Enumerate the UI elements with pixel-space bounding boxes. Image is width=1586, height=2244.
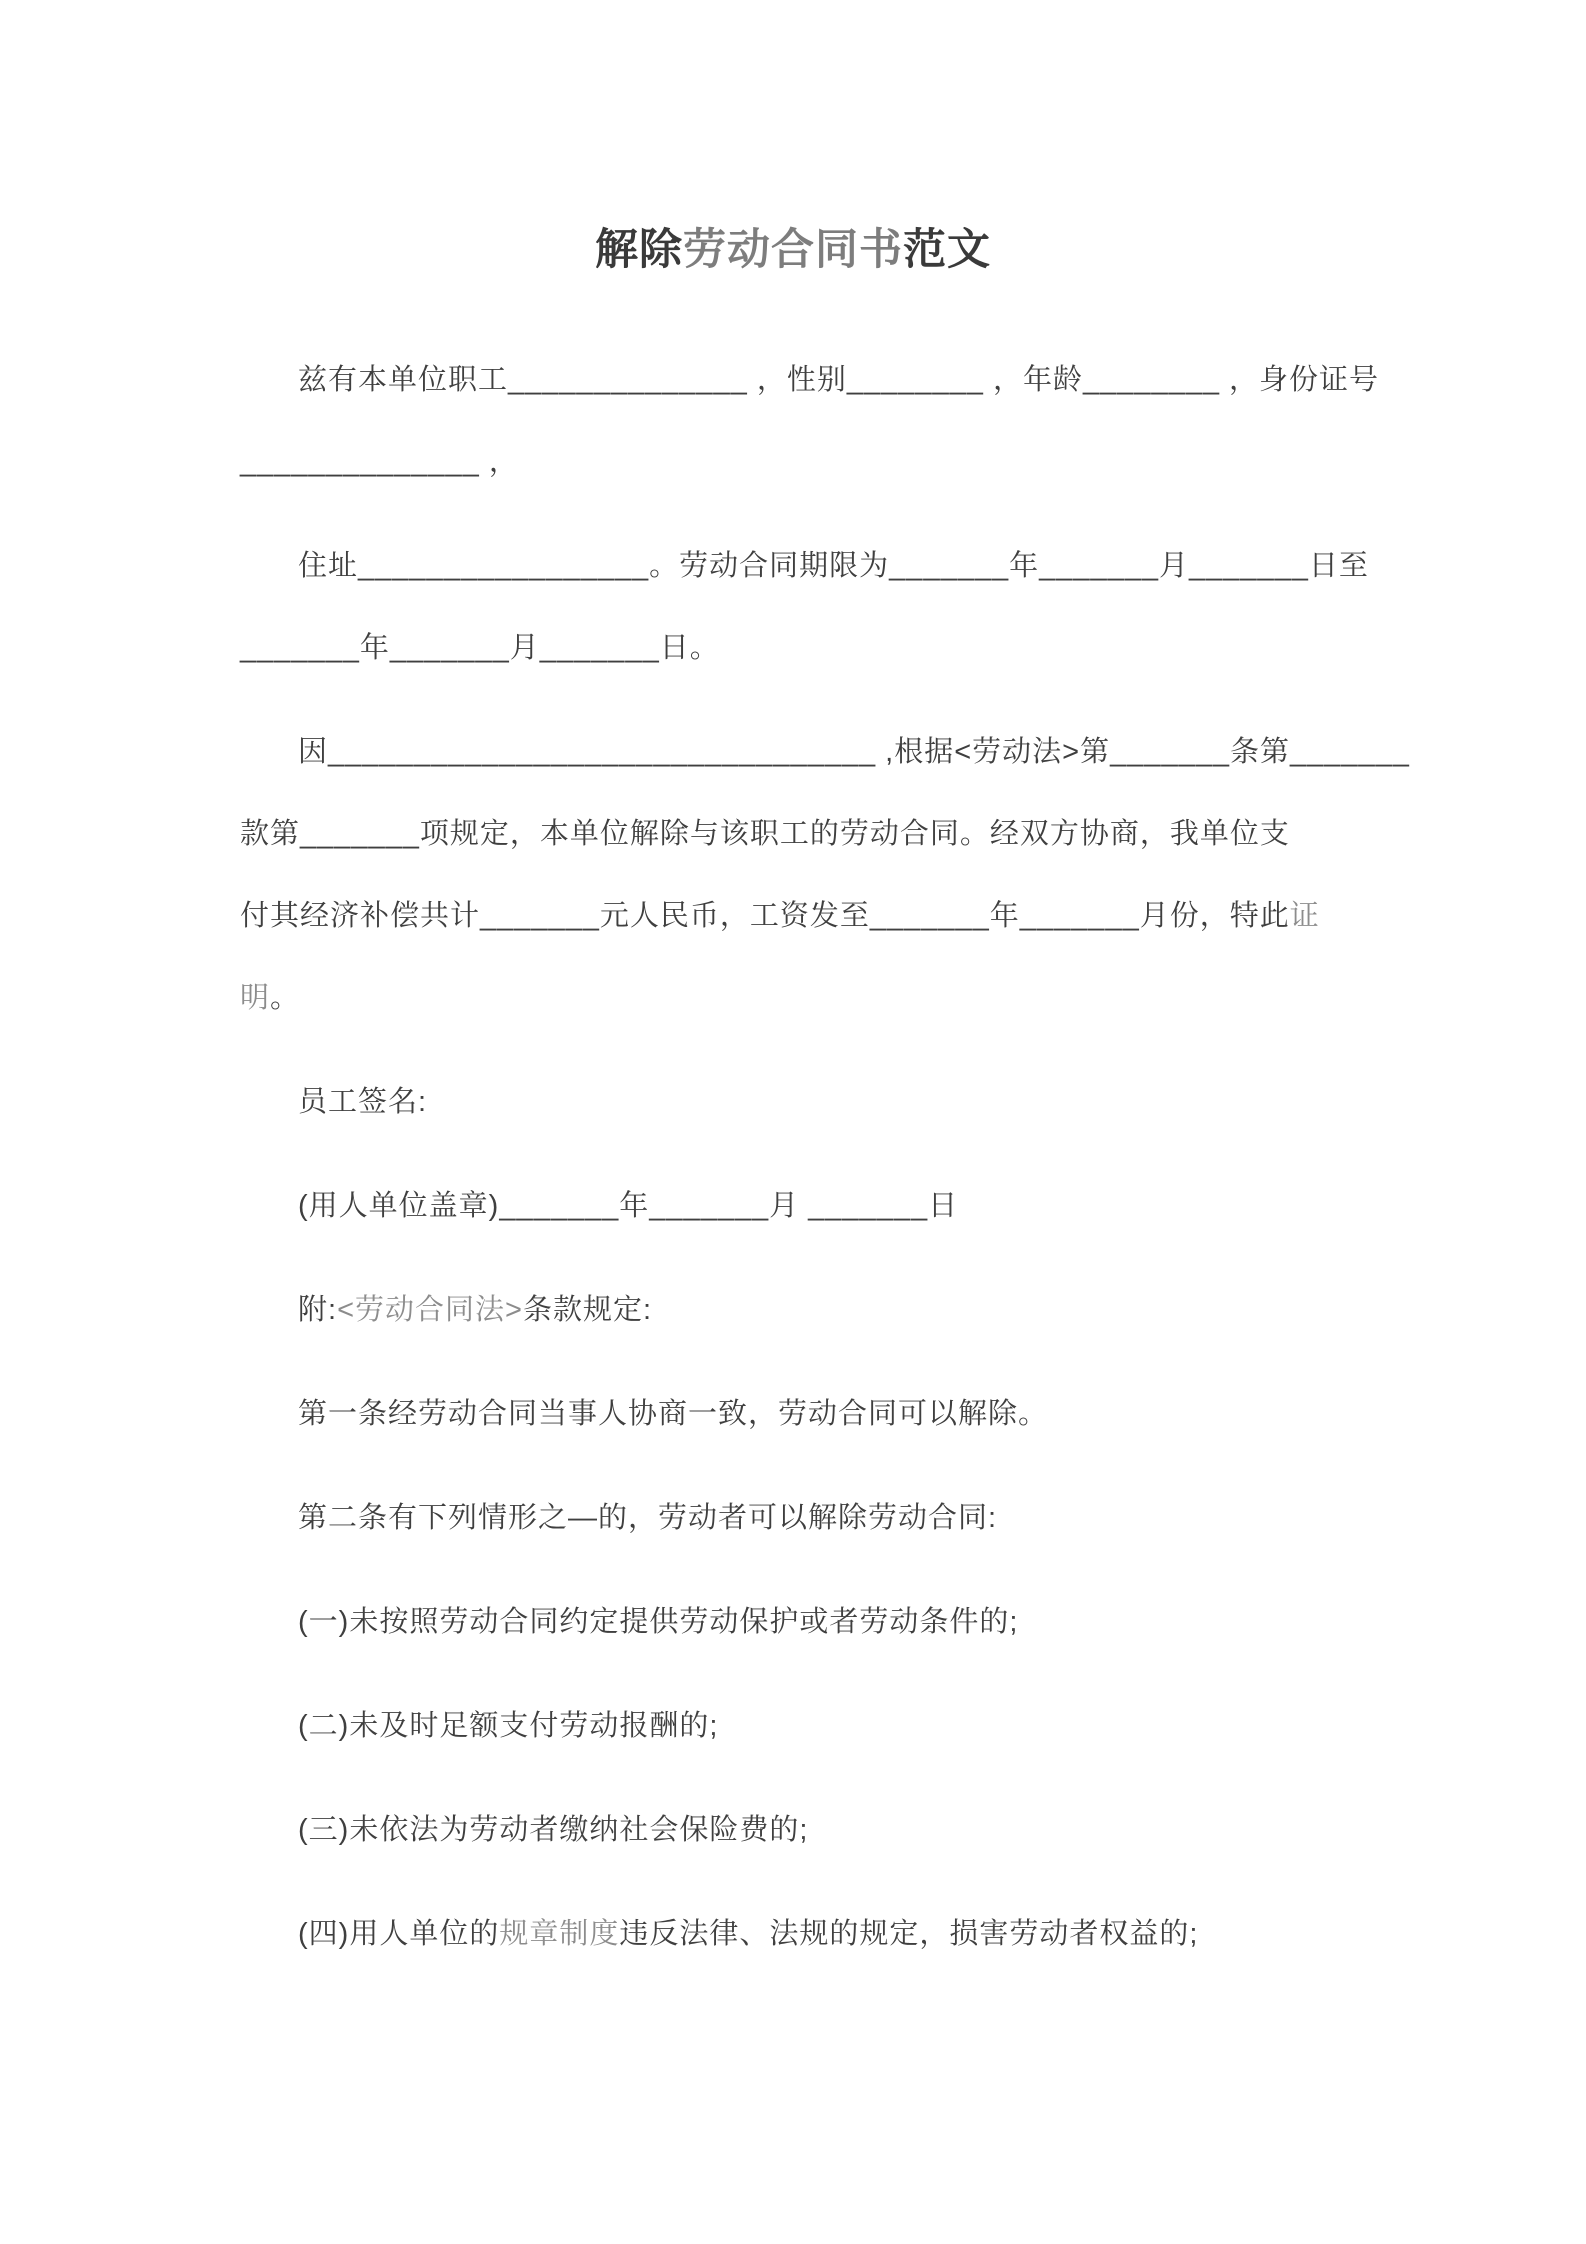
text-line xyxy=(240,339,1446,421)
text-line xyxy=(240,1165,1446,1247)
text-line xyxy=(240,525,1446,607)
text-segment: 第二条有下列情形之—的，劳动者可以解除劳动合同: xyxy=(298,1502,998,1534)
text-line xyxy=(240,875,1446,957)
text-segment: (用人单位盖章)_______年_______月 _______日 xyxy=(298,1190,959,1222)
text-segment: <劳动合同法> xyxy=(337,1294,523,1326)
text-segment: 。 xyxy=(270,982,301,1014)
paragraph xyxy=(240,339,1446,503)
paragraph xyxy=(240,1893,1446,1975)
paragraph xyxy=(240,1165,1446,1247)
text-line xyxy=(240,1685,1446,1767)
text-segment: 证 xyxy=(1289,900,1320,932)
text-segment: 明 xyxy=(240,982,271,1014)
document-body xyxy=(240,339,1446,1975)
title-segment: 解除 xyxy=(595,226,683,274)
title-segment: 劳动合同书 xyxy=(683,226,903,274)
text-segment: _______年_______月_______日。 xyxy=(240,632,720,664)
text-line xyxy=(240,1477,1446,1559)
text-line xyxy=(240,1893,1446,1975)
text-segment: 款第_______项规定，本单位解除与该职工的劳动合同。经双方协商，我单位支 xyxy=(240,818,1290,850)
paragraph xyxy=(240,1373,1446,1455)
paragraph xyxy=(240,711,1446,1039)
text-line xyxy=(240,1789,1446,1871)
text-line xyxy=(240,1581,1446,1663)
text-line xyxy=(240,957,1446,1039)
text-segment: 员工签名: xyxy=(298,1086,428,1118)
text-segment: ______________ ， xyxy=(240,446,519,478)
paragraph xyxy=(240,1789,1446,1871)
text-segment: (三)未依法为劳动者缴纳社会保险费的; xyxy=(298,1814,809,1846)
text-segment: (四)用人单位的 xyxy=(298,1918,500,1950)
text-segment: 兹有本单位职工______________ ，性别________ ，年龄________ ，身份证号 xyxy=(298,364,1380,396)
paragraph xyxy=(240,1685,1446,1767)
text-segment: 规章制度 xyxy=(499,1918,620,1950)
text-segment: 附: xyxy=(298,1294,338,1326)
text-line xyxy=(240,607,1446,689)
text-segment: 条款规定: xyxy=(522,1294,652,1326)
text-segment: 第一条经劳动合同当事人协商一致，劳动合同可以解除。 xyxy=(298,1398,1049,1430)
paragraph xyxy=(240,1581,1446,1663)
text-segment: 住址_________________。劳动合同期限为_______年_______月_______日至 xyxy=(298,550,1369,582)
text-segment: (一)未按照劳动合同约定提供劳动保护或者劳动条件的; xyxy=(298,1606,1019,1638)
title-segment: 范文 xyxy=(903,226,991,274)
text-line xyxy=(240,421,1446,503)
paragraph xyxy=(240,1061,1446,1143)
text-segment: 付其经济补偿共计_______元人民币，工资发至_______年_______月份，特此 xyxy=(240,900,1290,932)
text-segment: (二)未及时足额支付劳动报酬的; xyxy=(298,1710,719,1742)
paragraph xyxy=(240,1269,1446,1351)
text-line xyxy=(240,793,1446,875)
text-line xyxy=(240,1373,1446,1455)
document-title xyxy=(0,0,1586,275)
text-line xyxy=(240,711,1446,793)
text-segment: 违反法律、法规的规定，损害劳动者权益的; xyxy=(619,1918,1199,1950)
paragraph xyxy=(240,525,1446,689)
paragraph xyxy=(240,1477,1446,1559)
text-line xyxy=(240,1061,1446,1143)
text-segment: 因________________________________ ,根据<劳动法>第_______条第_______ xyxy=(298,736,1410,768)
text-line xyxy=(240,1269,1446,1351)
